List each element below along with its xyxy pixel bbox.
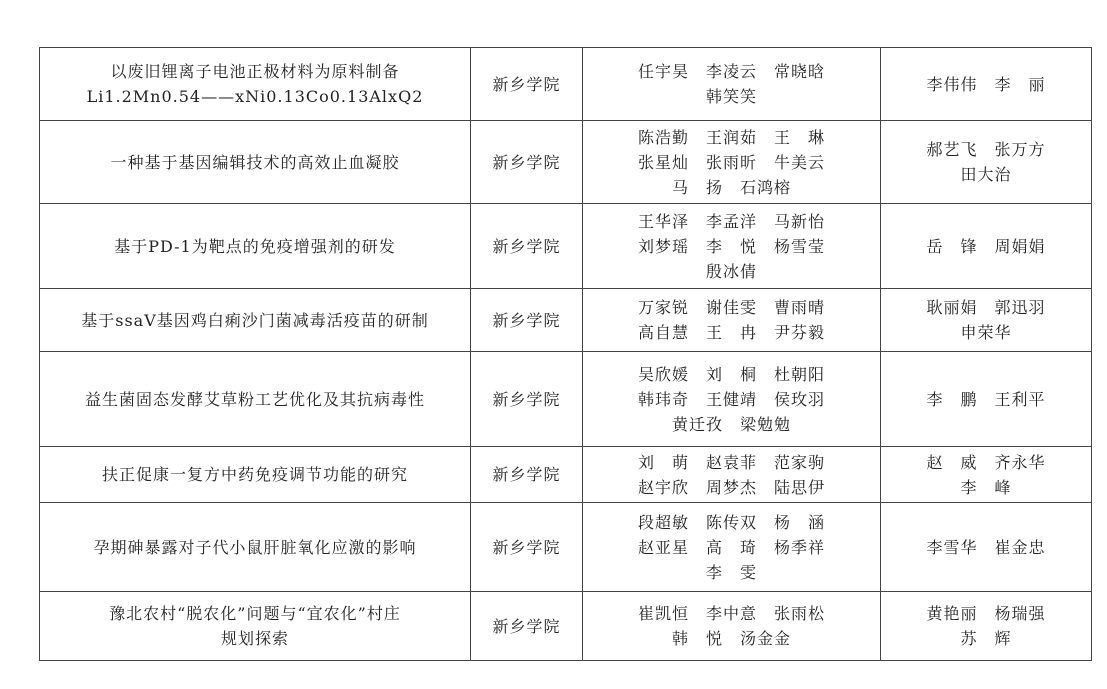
- members-cell: [583, 352, 881, 447]
- unit-cell: [471, 48, 583, 121]
- members-cell-line: 黄迁孜 梁勉勉: [671, 414, 791, 434]
- members-cell: [583, 48, 881, 121]
- project-title-cell: [40, 352, 471, 447]
- unit-cell: [471, 121, 583, 204]
- project-title-cell-line: Li1.2Mn0.54——xNi0.13Co0.13AlxQ2: [86, 87, 424, 106]
- table-row: [40, 592, 1092, 661]
- table-row: [40, 503, 1092, 592]
- project-title-cell: [40, 447, 471, 503]
- advisors-cell: [881, 447, 1092, 503]
- members-cell-line: 段超敏 陈传双 杨 涵: [637, 512, 825, 532]
- table-row: [40, 48, 1092, 121]
- project-title-cell-line: 基于PD-1为靶点的免疫增强剂的研发: [114, 236, 396, 256]
- advisors-cell-line: 李伟伟 李 丽: [926, 74, 1046, 94]
- advisors-cell: [881, 121, 1092, 204]
- members-cell: [583, 447, 881, 503]
- unit-cell: [471, 289, 583, 352]
- table-row: [40, 447, 1092, 503]
- unit-name: 新乡学院: [492, 616, 561, 636]
- unit-name: 新乡学院: [492, 236, 561, 256]
- members-cell-line: 任宇昊 李凌云 常晓晗: [637, 62, 825, 81]
- project-title-cell-line: 益生菌固态发酵艾草粉工艺优化及其抗病毒性: [84, 389, 425, 409]
- members-cell: [583, 592, 881, 661]
- table-row: [40, 352, 1092, 447]
- advisors-cell-line: 赵 威 齐永华: [926, 452, 1046, 472]
- unit-cell: [471, 592, 583, 661]
- project-title-cell-line: 扶正促康一复方中药免疫调节功能的研究: [101, 465, 408, 484]
- members-cell-line: 韩笑笑: [705, 87, 757, 106]
- project-title-cell: [40, 204, 471, 289]
- unit-cell: [471, 352, 583, 447]
- advisors-cell-line: 李雪华 崔金忠: [926, 537, 1046, 557]
- project-title-cell: [40, 592, 471, 661]
- members-cell-line: 吴欣媛 刘 桐 杜朝阳: [637, 364, 825, 384]
- members-cell-line: 张星灿 张雨昕 牛美云: [637, 152, 825, 172]
- unit-name: 新乡学院: [492, 389, 561, 409]
- members-cell-line: 韩玮奇 王健靖 侯玫羽: [637, 389, 825, 409]
- members-cell: [583, 289, 881, 352]
- advisors-cell-line: 耿丽娟 郭迅羽: [926, 298, 1046, 317]
- members-cell-line: 赵宇欣 周梦杰 陆思伊: [637, 477, 825, 497]
- project-title-cell-line: 一种基于基因编辑技术的高效止血凝胶: [110, 152, 400, 172]
- project-title-cell-line: 豫北农村“脱农化”问题与“宜农化”村庄: [109, 604, 401, 623]
- unit-cell: [471, 204, 583, 289]
- members-cell-line: 殷冰倩: [705, 261, 757, 281]
- members-cell: [583, 204, 881, 289]
- project-table-body: [40, 48, 1092, 661]
- unit-name: 新乡学院: [492, 74, 561, 94]
- table-row: [40, 204, 1092, 289]
- members-cell-line: 陈浩勤 王润茹 王 琳: [637, 127, 825, 147]
- unit-name: 新乡学院: [492, 465, 561, 484]
- project-title-cell: [40, 48, 471, 121]
- advisors-cell-line: 田大治: [960, 165, 1012, 184]
- members-cell-line: 韩 悦 汤金金: [671, 629, 791, 648]
- advisors-cell: [881, 352, 1092, 447]
- project-title-cell: [40, 503, 471, 592]
- advisors-cell: [881, 592, 1092, 661]
- table-row: [40, 121, 1092, 204]
- unit-cell: [471, 447, 583, 503]
- advisors-cell-line: 岳 锋 周娟娟: [926, 236, 1046, 256]
- members-cell-line: 李 雯: [705, 562, 757, 582]
- advisors-cell: [881, 503, 1092, 592]
- advisors-cell-line: 黄艳丽 杨瑞强: [926, 604, 1046, 623]
- members-cell-line: 刘梦瑶 李 悦 杨雪莹: [637, 236, 825, 256]
- unit-cell: [471, 503, 583, 592]
- members-cell-line: 崔凯恒 李中意 张雨松: [637, 604, 825, 623]
- project-title-cell-line: 孕期砷暴露对子代小鼠肝脏氧化应激的影响: [93, 537, 417, 557]
- members-cell-line: 刘 萌 赵袁菲 范家驹: [637, 452, 825, 472]
- members-cell-line: 马 扬 石鸿榕: [671, 177, 791, 197]
- unit-name: 新乡学院: [492, 152, 561, 172]
- advisors-cell-line: 郝艺飞 张万方: [926, 140, 1046, 159]
- project-table: [39, 47, 1092, 661]
- table-row: [40, 289, 1092, 352]
- project-title-cell: [40, 121, 471, 204]
- unit-name: 新乡学院: [492, 537, 561, 557]
- members-cell: [583, 503, 881, 592]
- advisors-cell-line: 苏 辉: [960, 629, 1012, 648]
- advisors-cell-line: 李 峰: [960, 477, 1012, 497]
- advisors-cell: [881, 48, 1092, 121]
- members-cell-line: 王华泽 李孟洋 马新怡: [637, 211, 825, 231]
- advisors-cell: [881, 204, 1092, 289]
- members-cell: [583, 121, 881, 204]
- project-title-cell-line: 以废旧锂离子电池正极材料为原料制备: [110, 62, 400, 81]
- project-title-cell: [40, 289, 471, 352]
- unit-name: 新乡学院: [492, 310, 561, 330]
- project-title-cell-line: 基于ssaV基因鸡白痢沙门菌减毒活疫苗的研制: [81, 310, 429, 330]
- members-cell-line: 赵亚星 高 琦 杨季祥: [637, 537, 825, 557]
- advisors-cell-line: 申荣华: [960, 323, 1012, 342]
- advisors-cell: [881, 289, 1092, 352]
- project-title-cell-line: 规划探索: [220, 629, 289, 648]
- members-cell-line: 高自慧 王 冉 尹芬毅: [637, 323, 825, 342]
- advisors-cell-line: 李 鹏 王利平: [926, 389, 1046, 409]
- members-cell-line: 万家锐 谢佳雯 曹雨晴: [637, 298, 825, 317]
